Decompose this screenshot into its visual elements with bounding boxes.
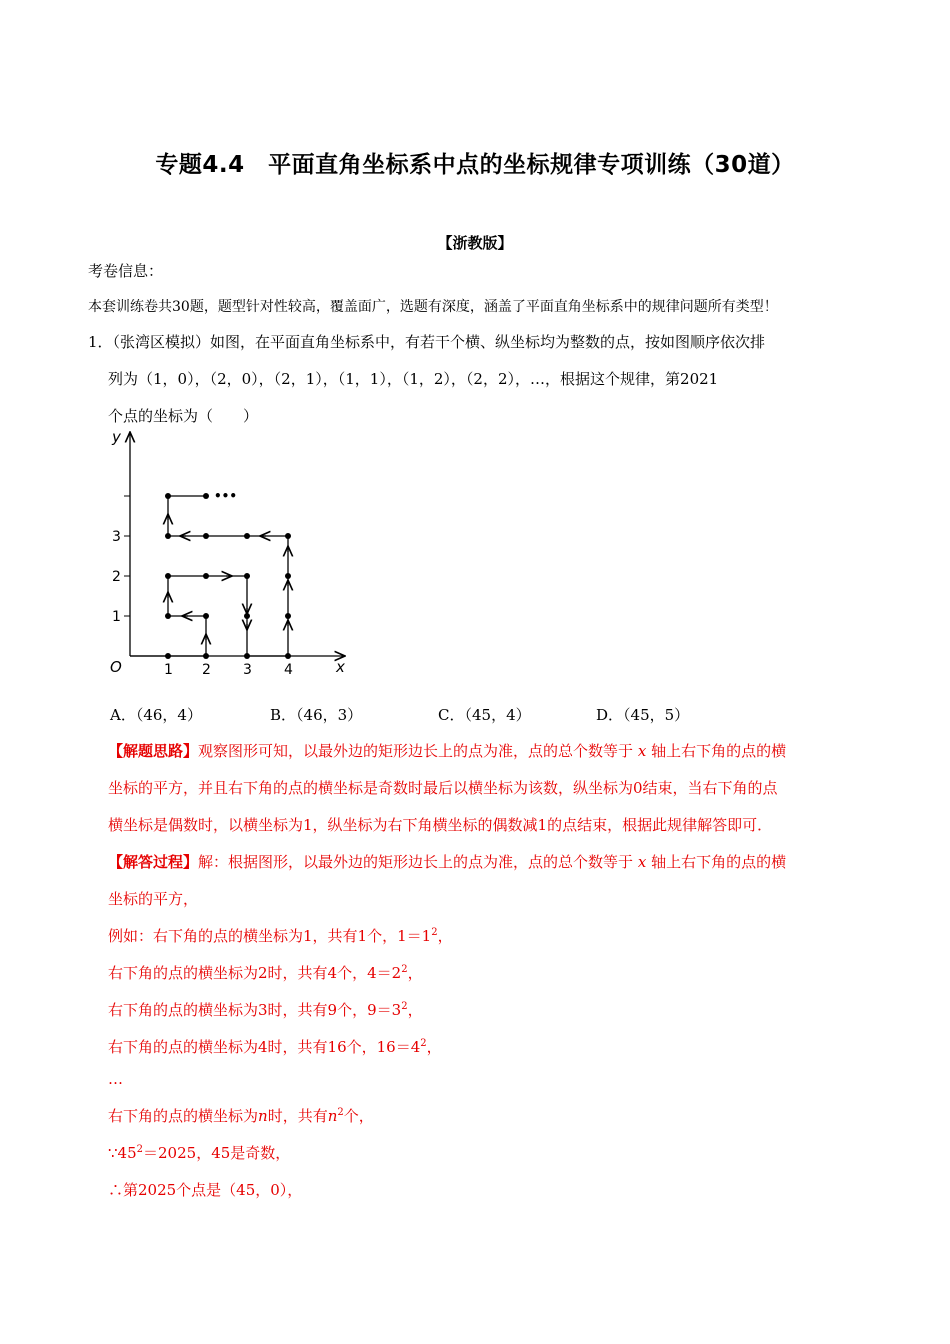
choice-c: C．（45，4） <box>438 706 531 724</box>
therefore-line: ∴第2025个点是（45，0）， <box>108 1181 303 1199</box>
since-line: $\because 45^2=2025$，45是奇数， <box>108 1144 291 1162</box>
process-line-1: 【解答过程】解：根据图形，以最外边的矩形边长上的点为准，点的总个数等于 x 轴上右下角的点的横 <box>108 853 787 871</box>
example-3: 右下角的点的横坐标为3时，共有9个，$9=3^2$， <box>108 1001 423 1019</box>
question-line-3: 个点的坐标为（ ） <box>108 407 259 425</box>
x-tick-2: 2 <box>202 662 211 678</box>
process-line-2: 坐标的平方， <box>108 890 199 908</box>
info-label: 考卷信息： <box>88 262 164 280</box>
x-tick-1: 1 <box>164 662 173 678</box>
thinking-line-2: 坐标的平方，并且右下角的点的横坐标是奇数时最后以横坐标为该数，纵坐标为0结束，当右下角的点 <box>108 779 778 797</box>
continuation-dots: ••• <box>214 489 238 503</box>
y-axis-label: y <box>112 428 121 446</box>
ellipsis-line: … <box>108 1070 123 1088</box>
example-2: 右下角的点的横坐标为2时，共有4个，$4=2^2$， <box>108 964 423 982</box>
thinking-line-1: 【解题思路】观察图形可知，以最外边的矩形边长上的点为准，点的总个数等于 x 轴上右下角的点的横 <box>108 742 787 760</box>
x-tick-4: 4 <box>284 662 293 678</box>
page-title: 专题4.4 平面直角坐标系中点的坐标规律专项训练（30道） <box>155 152 795 178</box>
edition-label: 【浙教版】 <box>437 234 513 252</box>
example-4: 右下角的点的横坐标为4时，共有16个，$16=4^2$， <box>108 1038 442 1056</box>
general-case: 右下角的点的横坐标为n时，共有$n^2$个， <box>108 1107 374 1125</box>
question-line-1: 1．（张湾区模拟）如图，在平面直角坐标系中，有若干个横、纵坐标均为整数的点，按如图顺序依次排 <box>88 333 766 351</box>
x-tick-3: 3 <box>243 662 252 678</box>
x-axis-label: x <box>336 658 345 676</box>
thinking-line-3: 横坐标是偶数时，以横坐标为1，纵坐标为右下角横坐标的偶数减1的点结束，根据此规律解答即可． <box>108 816 773 834</box>
choice-a: A．（46，4） <box>110 706 202 724</box>
origin-label: O <box>110 658 122 676</box>
y-tick-3: 3 <box>112 529 121 545</box>
y-tick-2: 2 <box>112 569 121 585</box>
y-tick-1: 1 <box>112 609 121 625</box>
coordinate-figure <box>100 428 360 688</box>
question-line-2: 列为（1，0），（2，0），（2，1），（1，1），（1，2），（2，2），…，根据这个规律，第2021 <box>108 370 719 388</box>
info-text: 本套训练卷共30题，题型针对性较高，覆盖面广，选题有深度，涵盖了平面直角坐标系中的规律问题所有类型！ <box>88 299 778 315</box>
choice-b: B．（46，3） <box>270 706 363 724</box>
example-1: 例如：右下角的点的横坐标为1，共有1个，$1=1^2$， <box>108 927 453 945</box>
choice-d: D．（45，5） <box>596 706 690 724</box>
